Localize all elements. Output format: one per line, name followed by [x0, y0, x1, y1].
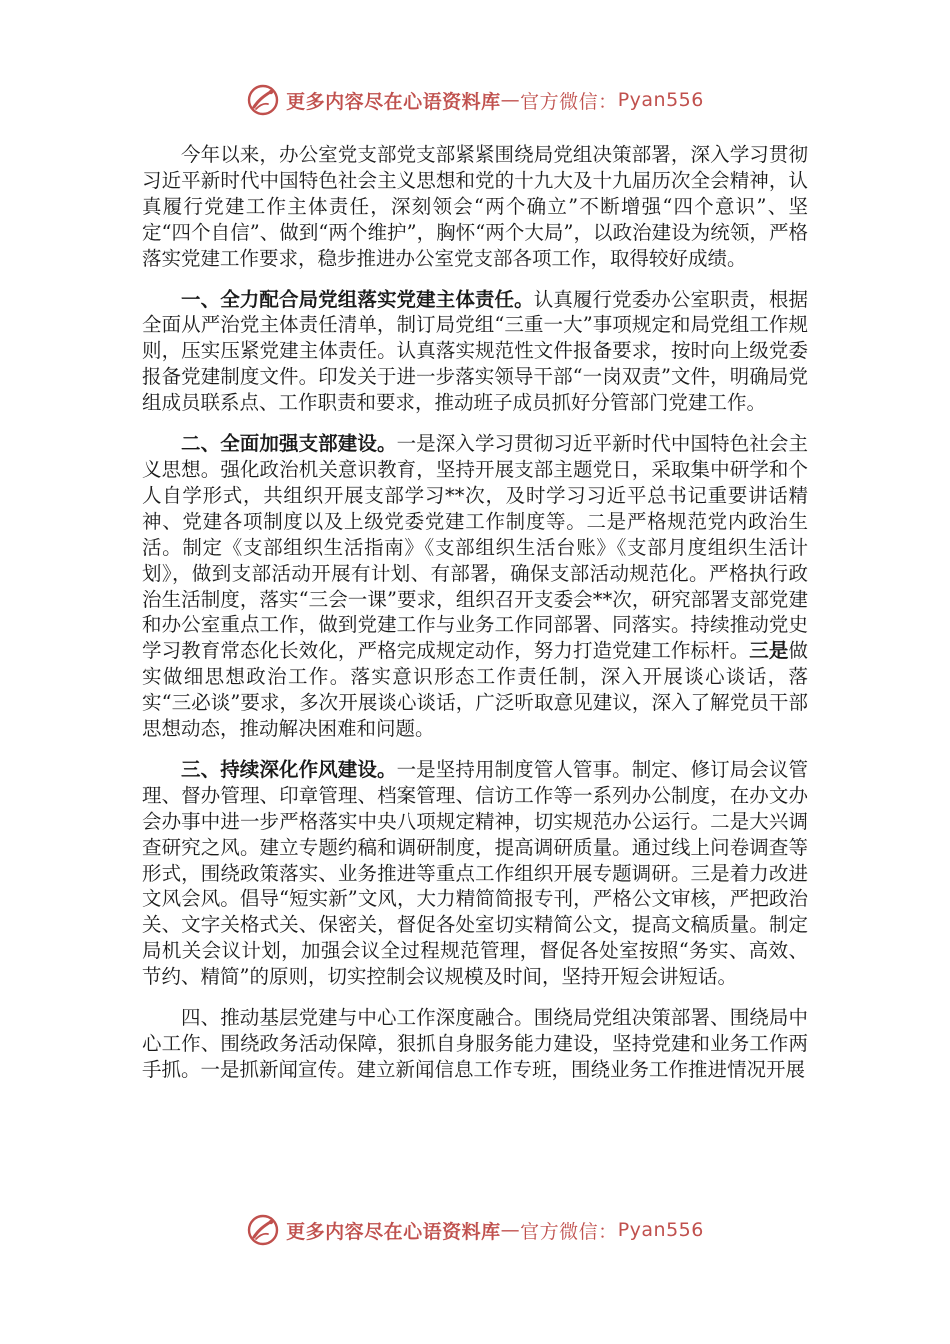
paragraph-text: 一是深入学习贯彻习近平新时代中国特色社会主义思想。强化政治机关意识教育，坚持开展支部主题党日，采取集中研学和个人自学形式，共组织开展支部学习**次，及时学习习近平总书记重要讲话精神、党建各项制度以及上级党委党建工作制度等。二是严格规范党内政治生活。制定《支部组织生活指南》《支部组织生活台账》《支部月度组织生活计划》，做到支部活动开展有计划、有部署，确保支部活动规范化。严格执行政治生活制度，落实“三会一课”要求，组织召开支委会**次，研究部署支部党建和办公室重点工作，做到党建工作与业务工作同部署、同落实。持续推动党史学习教育常态化长效化，严格完成规定动作，努力打造党建工作标杆。 — [142, 432, 808, 663]
section-heading: 三、持续深化作风建设。 — [181, 757, 397, 781]
ink-brush-logo-icon — [246, 1213, 280, 1247]
watermark-contact-label: 官方微信： — [520, 1220, 618, 1243]
document-body — [142, 142, 808, 1098]
paragraph-intro — [142, 142, 808, 272]
paragraph-text-tail: 做实做细思想政治工作。落实意识形态工作责任制，深入开展谈心谈话，落实“三必谈”要求，多次开展谈心谈话，广泛听取意见建议，深入了解党员干部思想动态，推动解决困难和问题。 — [142, 639, 808, 741]
section-heading: 一、全力配合局党组落实党建主体责任。 — [181, 287, 534, 311]
ink-brush-logo-icon — [246, 83, 280, 117]
watermark-contact-id: Pyan556 — [617, 1219, 704, 1241]
paragraph-text: 一是坚持用制度管人管事。制定、修订局会议管理、督办管理、印章管理、档案管理、信访工作等一系列办公制度，在办文办会办事中进一步严格落实中央八项规定精神，切实规范办公运行。二是大兴调查研究之风。建立专题约稿和调研制度，提高调研质量。通过线上问卷调查等形式，围绕政策落实、业务推进等重点工作组织开展专题调研。三是着力改进文风会风。倡导“短实新”文风，大力精简简报专刊，严格公文审核，严把政治关、文字关格式关、保密关，督促各处室切实精简公文，提高文稿质量。制定局机关会议计划，加强会议全过程规范管理，督促各处室按照“务实、高效、节约、精简”的原则，切实控制会议规模及时间，坚持开短会讲短话。 — [142, 757, 808, 989]
inline-bold-lead: 三是 — [749, 639, 789, 663]
section-heading: 二、全面加强支部建设。 — [181, 432, 397, 456]
paragraph-text: 今年以来，办公室党支部党支部紧紧围绕局党组决策部署，深入学习贯彻习近平新时代中国特色社会主义思想和党的十九大及十九届历次全会精神，认真履行党建工作主体责任，深刻领会“两个确立”不断增强“四个意识”、坚定“四个自信”、做到“两个维护”，胸怀“两个大局”，以政治建设为统领，严格落实党建工作要求，稳步推进办公室党支部各项工作，取得较好成绩。 — [142, 143, 808, 270]
paragraph-text: 四、推动基层党建与中心工作深度融合。围绕局党组决策部署、围绕局中心工作、围绕政务活动保障，狠抓自身服务能力建设，坚持党建和业务工作两手抓。一是抓新闻宣传。建立新闻信息工作专班，围绕业务工作推进情况开展 — [142, 1006, 808, 1081]
watermark-banner-bottom — [0, 1206, 950, 1254]
paragraph-section-4 — [142, 1005, 808, 1083]
watermark-brand: 更多内容尽在心语资料库 — [286, 1220, 501, 1243]
paragraph-section-1 — [142, 287, 808, 417]
watermark-contact-id: Pyan556 — [617, 89, 704, 111]
watermark-banner-top — [0, 76, 950, 124]
watermark-contact-label: 官方微信： — [520, 90, 618, 113]
watermark-brand: 更多内容尽在心语资料库 — [286, 90, 501, 113]
watermark-dash: — — [500, 1219, 521, 1241]
paragraph-section-2 — [142, 431, 808, 742]
paragraph-section-3 — [142, 757, 808, 990]
paragraph-text: 认真履行党委办公室职责，根据全面从严治党主体责任清单，制订局党组“三重一大”事项规定和局党组工作规则，压实压紧党建主体责任。认真落实规范性文件报备要求，按时向上级党委报备党建制度文件。印发关于进一步落实领导干部“一岗双责”文件，明确局党组成员联系点、工作职责和要求，推动班子成员抓好分管部门党建工作。 — [142, 287, 808, 415]
watermark-dash: — — [500, 89, 521, 111]
